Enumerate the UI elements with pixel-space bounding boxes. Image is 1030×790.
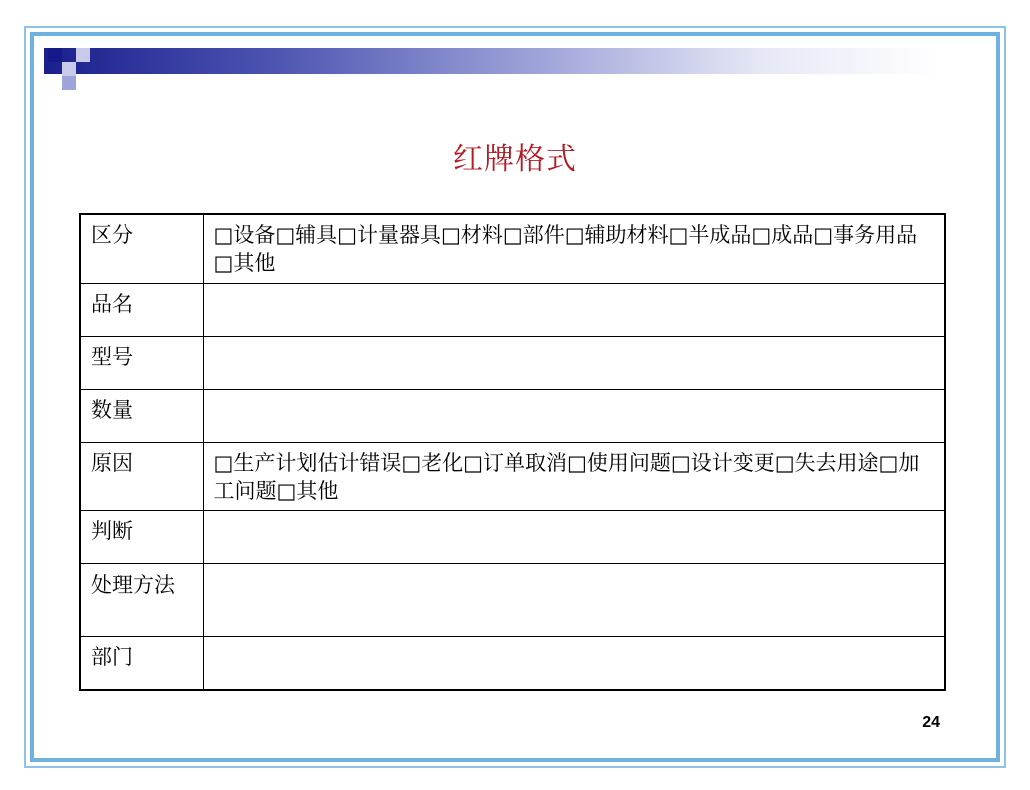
category-options: □设备□辅具□计量器具□材料□部件□辅助材料□半成品□成品□事务用品□其他 [203, 214, 945, 283]
handling-method-value [203, 563, 945, 636]
table-row [80, 442, 945, 510]
page-number: 24 [922, 714, 940, 731]
row-label: 型号 [80, 336, 203, 389]
judgment-value [203, 510, 945, 563]
decor-square [62, 76, 76, 90]
table-row [80, 510, 945, 563]
row-label: 处理方法 [80, 563, 203, 636]
row-label: 数量 [80, 389, 203, 442]
row-label: 判断 [80, 510, 203, 563]
table-row [80, 563, 945, 636]
decor-square [62, 62, 76, 76]
quantity-value [203, 389, 945, 442]
table-row [80, 389, 945, 442]
row-label: 部门 [80, 636, 203, 690]
table-row [80, 214, 945, 283]
row-label: 原因 [80, 442, 203, 510]
row-label: 品名 [80, 283, 203, 336]
model-value [203, 336, 945, 389]
item-name-value [203, 283, 945, 336]
slide-title: 红牌格式 [453, 142, 577, 177]
table-row [80, 336, 945, 389]
table-row [80, 636, 945, 690]
department-value [203, 636, 945, 690]
decor-square [76, 48, 90, 62]
header-gradient-bar [44, 48, 940, 74]
red-tag-form-table [79, 213, 946, 691]
decor-square [48, 48, 62, 62]
row-label: 区分 [80, 214, 203, 283]
table-row [80, 283, 945, 336]
reason-options: □生产计划估计错误□老化□订单取消□使用问题□设计变更□失去用途□加工问题□其他 [203, 442, 945, 510]
